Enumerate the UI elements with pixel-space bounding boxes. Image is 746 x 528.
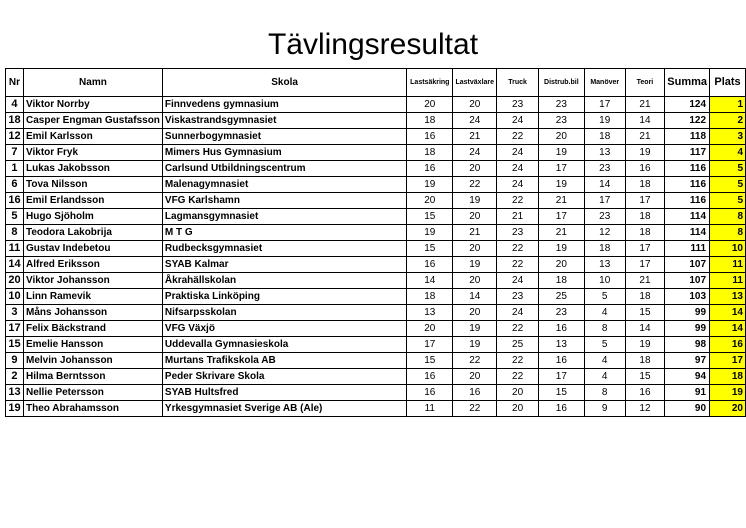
cell-name: Emelie Hansson bbox=[23, 337, 162, 353]
cell-score: 20 bbox=[407, 193, 453, 209]
cell-nr: 1 bbox=[6, 161, 24, 177]
cell-score: 24 bbox=[497, 305, 539, 321]
cell-sum: 117 bbox=[665, 145, 710, 161]
table-row bbox=[6, 193, 746, 209]
table-row bbox=[6, 113, 746, 129]
cell-score: 22 bbox=[497, 129, 539, 145]
cell-score: 14 bbox=[625, 321, 665, 337]
cell-score: 19 bbox=[407, 177, 453, 193]
cell-score: 19 bbox=[453, 321, 497, 337]
cell-score: 9 bbox=[584, 401, 625, 417]
cell-nr: 11 bbox=[6, 241, 24, 257]
cell-score: 25 bbox=[497, 337, 539, 353]
cell-score: 21 bbox=[453, 225, 497, 241]
cell-sum: 111 bbox=[665, 241, 710, 257]
cell-score: 19 bbox=[453, 193, 497, 209]
cell-school: Uddevalla Gymnasieskola bbox=[162, 337, 406, 353]
cell-nr: 20 bbox=[6, 273, 24, 289]
cell-place: 16 bbox=[710, 337, 746, 353]
cell-score: 23 bbox=[538, 97, 584, 113]
cell-score: 19 bbox=[538, 145, 584, 161]
cell-score: 14 bbox=[407, 273, 453, 289]
cell-score: 17 bbox=[538, 369, 584, 385]
cell-school: Rudbecksgymnasiet bbox=[162, 241, 406, 257]
cell-nr: 17 bbox=[6, 321, 24, 337]
table-row bbox=[6, 305, 746, 321]
cell-score: 24 bbox=[497, 273, 539, 289]
cell-nr: 9 bbox=[6, 353, 24, 369]
cell-score: 16 bbox=[407, 129, 453, 145]
table-row bbox=[6, 257, 746, 273]
cell-score: 17 bbox=[625, 257, 665, 273]
cell-score: 23 bbox=[584, 161, 625, 177]
cell-school: M T G bbox=[162, 225, 406, 241]
cell-score: 19 bbox=[407, 225, 453, 241]
cell-score: 23 bbox=[538, 113, 584, 129]
cell-score: 16 bbox=[407, 161, 453, 177]
cell-score: 16 bbox=[538, 401, 584, 417]
cell-score: 24 bbox=[497, 113, 539, 129]
cell-score: 19 bbox=[453, 337, 497, 353]
table-row bbox=[6, 369, 746, 385]
cell-score: 15 bbox=[407, 353, 453, 369]
cell-nr: 7 bbox=[6, 145, 24, 161]
cell-school: Finnvedens gymnasium bbox=[162, 97, 406, 113]
cell-score: 16 bbox=[538, 353, 584, 369]
cell-score: 18 bbox=[584, 129, 625, 145]
cell-sum: 124 bbox=[665, 97, 710, 113]
header-distrubbil: Distrub.bil bbox=[538, 69, 584, 97]
cell-score: 21 bbox=[538, 193, 584, 209]
cell-school: Peder Skrivare Skola bbox=[162, 369, 406, 385]
cell-score: 17 bbox=[538, 161, 584, 177]
cell-score: 22 bbox=[497, 193, 539, 209]
cell-place: 8 bbox=[710, 209, 746, 225]
cell-score: 22 bbox=[497, 321, 539, 337]
cell-score: 24 bbox=[497, 161, 539, 177]
cell-score: 18 bbox=[538, 273, 584, 289]
cell-place: 5 bbox=[710, 177, 746, 193]
cell-score: 16 bbox=[453, 385, 497, 401]
table-row bbox=[6, 225, 746, 241]
cell-score: 24 bbox=[497, 177, 539, 193]
table-row bbox=[6, 97, 746, 113]
cell-score: 20 bbox=[407, 321, 453, 337]
cell-name: Theo Abrahamsson bbox=[23, 401, 162, 417]
cell-sum: 122 bbox=[665, 113, 710, 129]
cell-sum: 116 bbox=[665, 193, 710, 209]
cell-name: Emil Erlandsson bbox=[23, 193, 162, 209]
cell-school: Lagmansgymnasiet bbox=[162, 209, 406, 225]
cell-nr: 13 bbox=[6, 385, 24, 401]
cell-name: Teodora Lakobrija bbox=[23, 225, 162, 241]
cell-name: Lukas Jakobsson bbox=[23, 161, 162, 177]
cell-score: 20 bbox=[538, 129, 584, 145]
cell-score: 20 bbox=[453, 209, 497, 225]
cell-score: 23 bbox=[538, 305, 584, 321]
cell-nr: 4 bbox=[6, 97, 24, 113]
cell-score: 22 bbox=[497, 353, 539, 369]
cell-name: Casper Engman Gustafsson bbox=[23, 113, 162, 129]
cell-place: 19 bbox=[710, 385, 746, 401]
cell-school: VFG Växjö bbox=[162, 321, 406, 337]
header-teori: Teori bbox=[625, 69, 665, 97]
cell-score: 24 bbox=[453, 113, 497, 129]
cell-nr: 15 bbox=[6, 337, 24, 353]
cell-name: Viktor Norrby bbox=[23, 97, 162, 113]
cell-score: 5 bbox=[584, 337, 625, 353]
cell-sum: 103 bbox=[665, 289, 710, 305]
cell-place: 1 bbox=[710, 97, 746, 113]
cell-score: 16 bbox=[538, 321, 584, 337]
cell-score: 15 bbox=[407, 241, 453, 257]
cell-nr: 8 bbox=[6, 225, 24, 241]
cell-score: 20 bbox=[453, 369, 497, 385]
cell-place: 3 bbox=[710, 129, 746, 145]
cell-sum: 116 bbox=[665, 161, 710, 177]
header-lastvaxlare: Lastväxlare bbox=[453, 69, 497, 97]
cell-score: 18 bbox=[625, 353, 665, 369]
cell-name: Melvin Johansson bbox=[23, 353, 162, 369]
table-row bbox=[6, 273, 746, 289]
cell-school: VFG Karlshamn bbox=[162, 193, 406, 209]
table-row bbox=[6, 353, 746, 369]
cell-sum: 90 bbox=[665, 401, 710, 417]
cell-school: Yrkesgymnasiet Sverige AB (Ale) bbox=[162, 401, 406, 417]
cell-score: 21 bbox=[625, 273, 665, 289]
header-school: Skola bbox=[162, 69, 406, 97]
cell-score: 21 bbox=[538, 225, 584, 241]
cell-school: SYAB Hultsfred bbox=[162, 385, 406, 401]
cell-score: 15 bbox=[407, 209, 453, 225]
cell-score: 23 bbox=[497, 225, 539, 241]
cell-score: 17 bbox=[584, 193, 625, 209]
cell-place: 14 bbox=[710, 321, 746, 337]
cell-place: 20 bbox=[710, 401, 746, 417]
cell-place: 11 bbox=[710, 273, 746, 289]
cell-score: 20 bbox=[453, 273, 497, 289]
cell-name: Hugo Sjöholm bbox=[23, 209, 162, 225]
header-nr: Nr bbox=[6, 69, 24, 97]
cell-place: 8 bbox=[710, 225, 746, 241]
cell-place: 4 bbox=[710, 145, 746, 161]
cell-school: SYAB Kalmar bbox=[162, 257, 406, 273]
cell-score: 18 bbox=[625, 289, 665, 305]
cell-score: 19 bbox=[584, 113, 625, 129]
cell-place: 11 bbox=[710, 257, 746, 273]
table-row bbox=[6, 321, 746, 337]
header-truck: Truck bbox=[497, 69, 539, 97]
table-row bbox=[6, 177, 746, 193]
cell-name: Linn Ramevik bbox=[23, 289, 162, 305]
table-row bbox=[6, 337, 746, 353]
cell-place: 5 bbox=[710, 161, 746, 177]
cell-place: 17 bbox=[710, 353, 746, 369]
cell-score: 22 bbox=[453, 401, 497, 417]
cell-score: 15 bbox=[538, 385, 584, 401]
cell-name: Felix Bäckstrand bbox=[23, 321, 162, 337]
cell-place: 10 bbox=[710, 241, 746, 257]
cell-score: 22 bbox=[497, 257, 539, 273]
cell-score: 18 bbox=[625, 209, 665, 225]
page-title: Tävlingsresultat bbox=[267, 28, 479, 61]
cell-score: 24 bbox=[453, 145, 497, 161]
table-row bbox=[6, 145, 746, 161]
table-row bbox=[6, 241, 746, 257]
cell-place: 13 bbox=[710, 289, 746, 305]
cell-name: Måns Johansson bbox=[23, 305, 162, 321]
cell-score: 17 bbox=[538, 209, 584, 225]
cell-score: 14 bbox=[625, 113, 665, 129]
cell-score: 21 bbox=[453, 129, 497, 145]
cell-score: 22 bbox=[497, 369, 539, 385]
cell-place: 18 bbox=[710, 369, 746, 385]
cell-school: Viskastrandsgymnasiet bbox=[162, 113, 406, 129]
cell-score: 11 bbox=[407, 401, 453, 417]
cell-score: 16 bbox=[625, 161, 665, 177]
cell-score: 4 bbox=[584, 369, 625, 385]
header-row bbox=[6, 69, 746, 97]
cell-nr: 19 bbox=[6, 401, 24, 417]
cell-nr: 16 bbox=[6, 193, 24, 209]
cell-school: Sunnerbogymnasiet bbox=[162, 129, 406, 145]
cell-nr: 3 bbox=[6, 305, 24, 321]
cell-score: 15 bbox=[625, 305, 665, 321]
cell-score: 17 bbox=[625, 193, 665, 209]
cell-score: 18 bbox=[584, 241, 625, 257]
cell-sum: 99 bbox=[665, 321, 710, 337]
cell-sum: 114 bbox=[665, 209, 710, 225]
cell-score: 20 bbox=[453, 97, 497, 113]
header-name: Namn bbox=[23, 69, 162, 97]
cell-school: Nifsarpsskolan bbox=[162, 305, 406, 321]
header-plats: Plats bbox=[710, 69, 746, 97]
cell-score: 23 bbox=[497, 97, 539, 113]
cell-nr: 12 bbox=[6, 129, 24, 145]
cell-sum: 91 bbox=[665, 385, 710, 401]
cell-nr: 14 bbox=[6, 257, 24, 273]
header-summa: Summa bbox=[665, 69, 710, 97]
cell-school: Carlsund Utbildningscentrum bbox=[162, 161, 406, 177]
cell-score: 12 bbox=[584, 225, 625, 241]
header-manover: Manöver bbox=[584, 69, 625, 97]
cell-score: 20 bbox=[497, 401, 539, 417]
cell-name: Emil Karlsson bbox=[23, 129, 162, 145]
cell-name: Gustav Indebetou bbox=[23, 241, 162, 257]
cell-score: 8 bbox=[584, 321, 625, 337]
cell-sum: 114 bbox=[665, 225, 710, 241]
cell-school: Murtans Trafikskola AB bbox=[162, 353, 406, 369]
cell-score: 12 bbox=[625, 401, 665, 417]
cell-score: 18 bbox=[407, 145, 453, 161]
cell-score: 19 bbox=[453, 257, 497, 273]
cell-place: 2 bbox=[710, 113, 746, 129]
cell-score: 20 bbox=[538, 257, 584, 273]
cell-score: 13 bbox=[584, 257, 625, 273]
cell-nr: 6 bbox=[6, 177, 24, 193]
cell-score: 19 bbox=[625, 145, 665, 161]
cell-score: 14 bbox=[584, 177, 625, 193]
cell-sum: 116 bbox=[665, 177, 710, 193]
cell-nr: 5 bbox=[6, 209, 24, 225]
cell-sum: 107 bbox=[665, 257, 710, 273]
cell-nr: 18 bbox=[6, 113, 24, 129]
table-row bbox=[6, 209, 746, 225]
cell-score: 13 bbox=[407, 305, 453, 321]
cell-score: 20 bbox=[453, 305, 497, 321]
cell-score: 16 bbox=[407, 369, 453, 385]
header-lastsakring: Lastsäkring bbox=[407, 69, 453, 97]
cell-name: Tova Nilsson bbox=[23, 177, 162, 193]
table-row bbox=[6, 385, 746, 401]
cell-school: Malenagymnasiet bbox=[162, 177, 406, 193]
cell-name: Viktor Fryk bbox=[23, 145, 162, 161]
cell-score: 10 bbox=[584, 273, 625, 289]
cell-score: 23 bbox=[584, 209, 625, 225]
cell-score: 20 bbox=[407, 97, 453, 113]
cell-score: 18 bbox=[407, 289, 453, 305]
cell-score: 4 bbox=[584, 353, 625, 369]
cell-name: Hilma Berntsson bbox=[23, 369, 162, 385]
cell-score: 17 bbox=[625, 241, 665, 257]
cell-score: 19 bbox=[538, 241, 584, 257]
cell-score: 18 bbox=[407, 113, 453, 129]
cell-score: 22 bbox=[453, 353, 497, 369]
cell-school: Åkrahällskolan bbox=[162, 273, 406, 289]
cell-score: 16 bbox=[407, 385, 453, 401]
cell-score: 15 bbox=[625, 369, 665, 385]
cell-score: 24 bbox=[497, 145, 539, 161]
cell-school: Praktiska Linköping bbox=[162, 289, 406, 305]
cell-score: 5 bbox=[584, 289, 625, 305]
cell-nr: 2 bbox=[6, 369, 24, 385]
cell-name: Nellie Petersson bbox=[23, 385, 162, 401]
cell-sum: 107 bbox=[665, 273, 710, 289]
cell-sum: 97 bbox=[665, 353, 710, 369]
cell-score: 25 bbox=[538, 289, 584, 305]
cell-score: 13 bbox=[584, 145, 625, 161]
cell-sum: 98 bbox=[665, 337, 710, 353]
cell-score: 13 bbox=[538, 337, 584, 353]
cell-score: 19 bbox=[625, 337, 665, 353]
cell-place: 14 bbox=[710, 305, 746, 321]
table-row bbox=[6, 129, 746, 145]
results-table bbox=[5, 68, 746, 417]
cell-score: 20 bbox=[453, 241, 497, 257]
cell-score: 17 bbox=[584, 97, 625, 113]
cell-score: 23 bbox=[497, 289, 539, 305]
cell-score: 16 bbox=[407, 257, 453, 273]
cell-score: 21 bbox=[497, 209, 539, 225]
cell-score: 18 bbox=[625, 177, 665, 193]
cell-score: 8 bbox=[584, 385, 625, 401]
cell-score: 14 bbox=[453, 289, 497, 305]
cell-place: 5 bbox=[710, 193, 746, 209]
cell-score: 16 bbox=[625, 385, 665, 401]
cell-sum: 118 bbox=[665, 129, 710, 145]
cell-score: 22 bbox=[497, 241, 539, 257]
cell-sum: 94 bbox=[665, 369, 710, 385]
cell-score: 17 bbox=[407, 337, 453, 353]
cell-score: 20 bbox=[497, 385, 539, 401]
cell-score: 21 bbox=[625, 129, 665, 145]
cell-score: 20 bbox=[453, 161, 497, 177]
table-row bbox=[6, 289, 746, 305]
cell-score: 4 bbox=[584, 305, 625, 321]
cell-sum: 99 bbox=[665, 305, 710, 321]
cell-nr: 10 bbox=[6, 289, 24, 305]
cell-score: 18 bbox=[625, 225, 665, 241]
cell-school: Mimers Hus Gymnasium bbox=[162, 145, 406, 161]
cell-score: 22 bbox=[453, 177, 497, 193]
cell-score: 19 bbox=[538, 177, 584, 193]
cell-score: 21 bbox=[625, 97, 665, 113]
cell-name: Viktor Johansson bbox=[23, 273, 162, 289]
table-row bbox=[6, 161, 746, 177]
cell-name: Alfred Eriksson bbox=[23, 257, 162, 273]
table-row bbox=[6, 401, 746, 417]
